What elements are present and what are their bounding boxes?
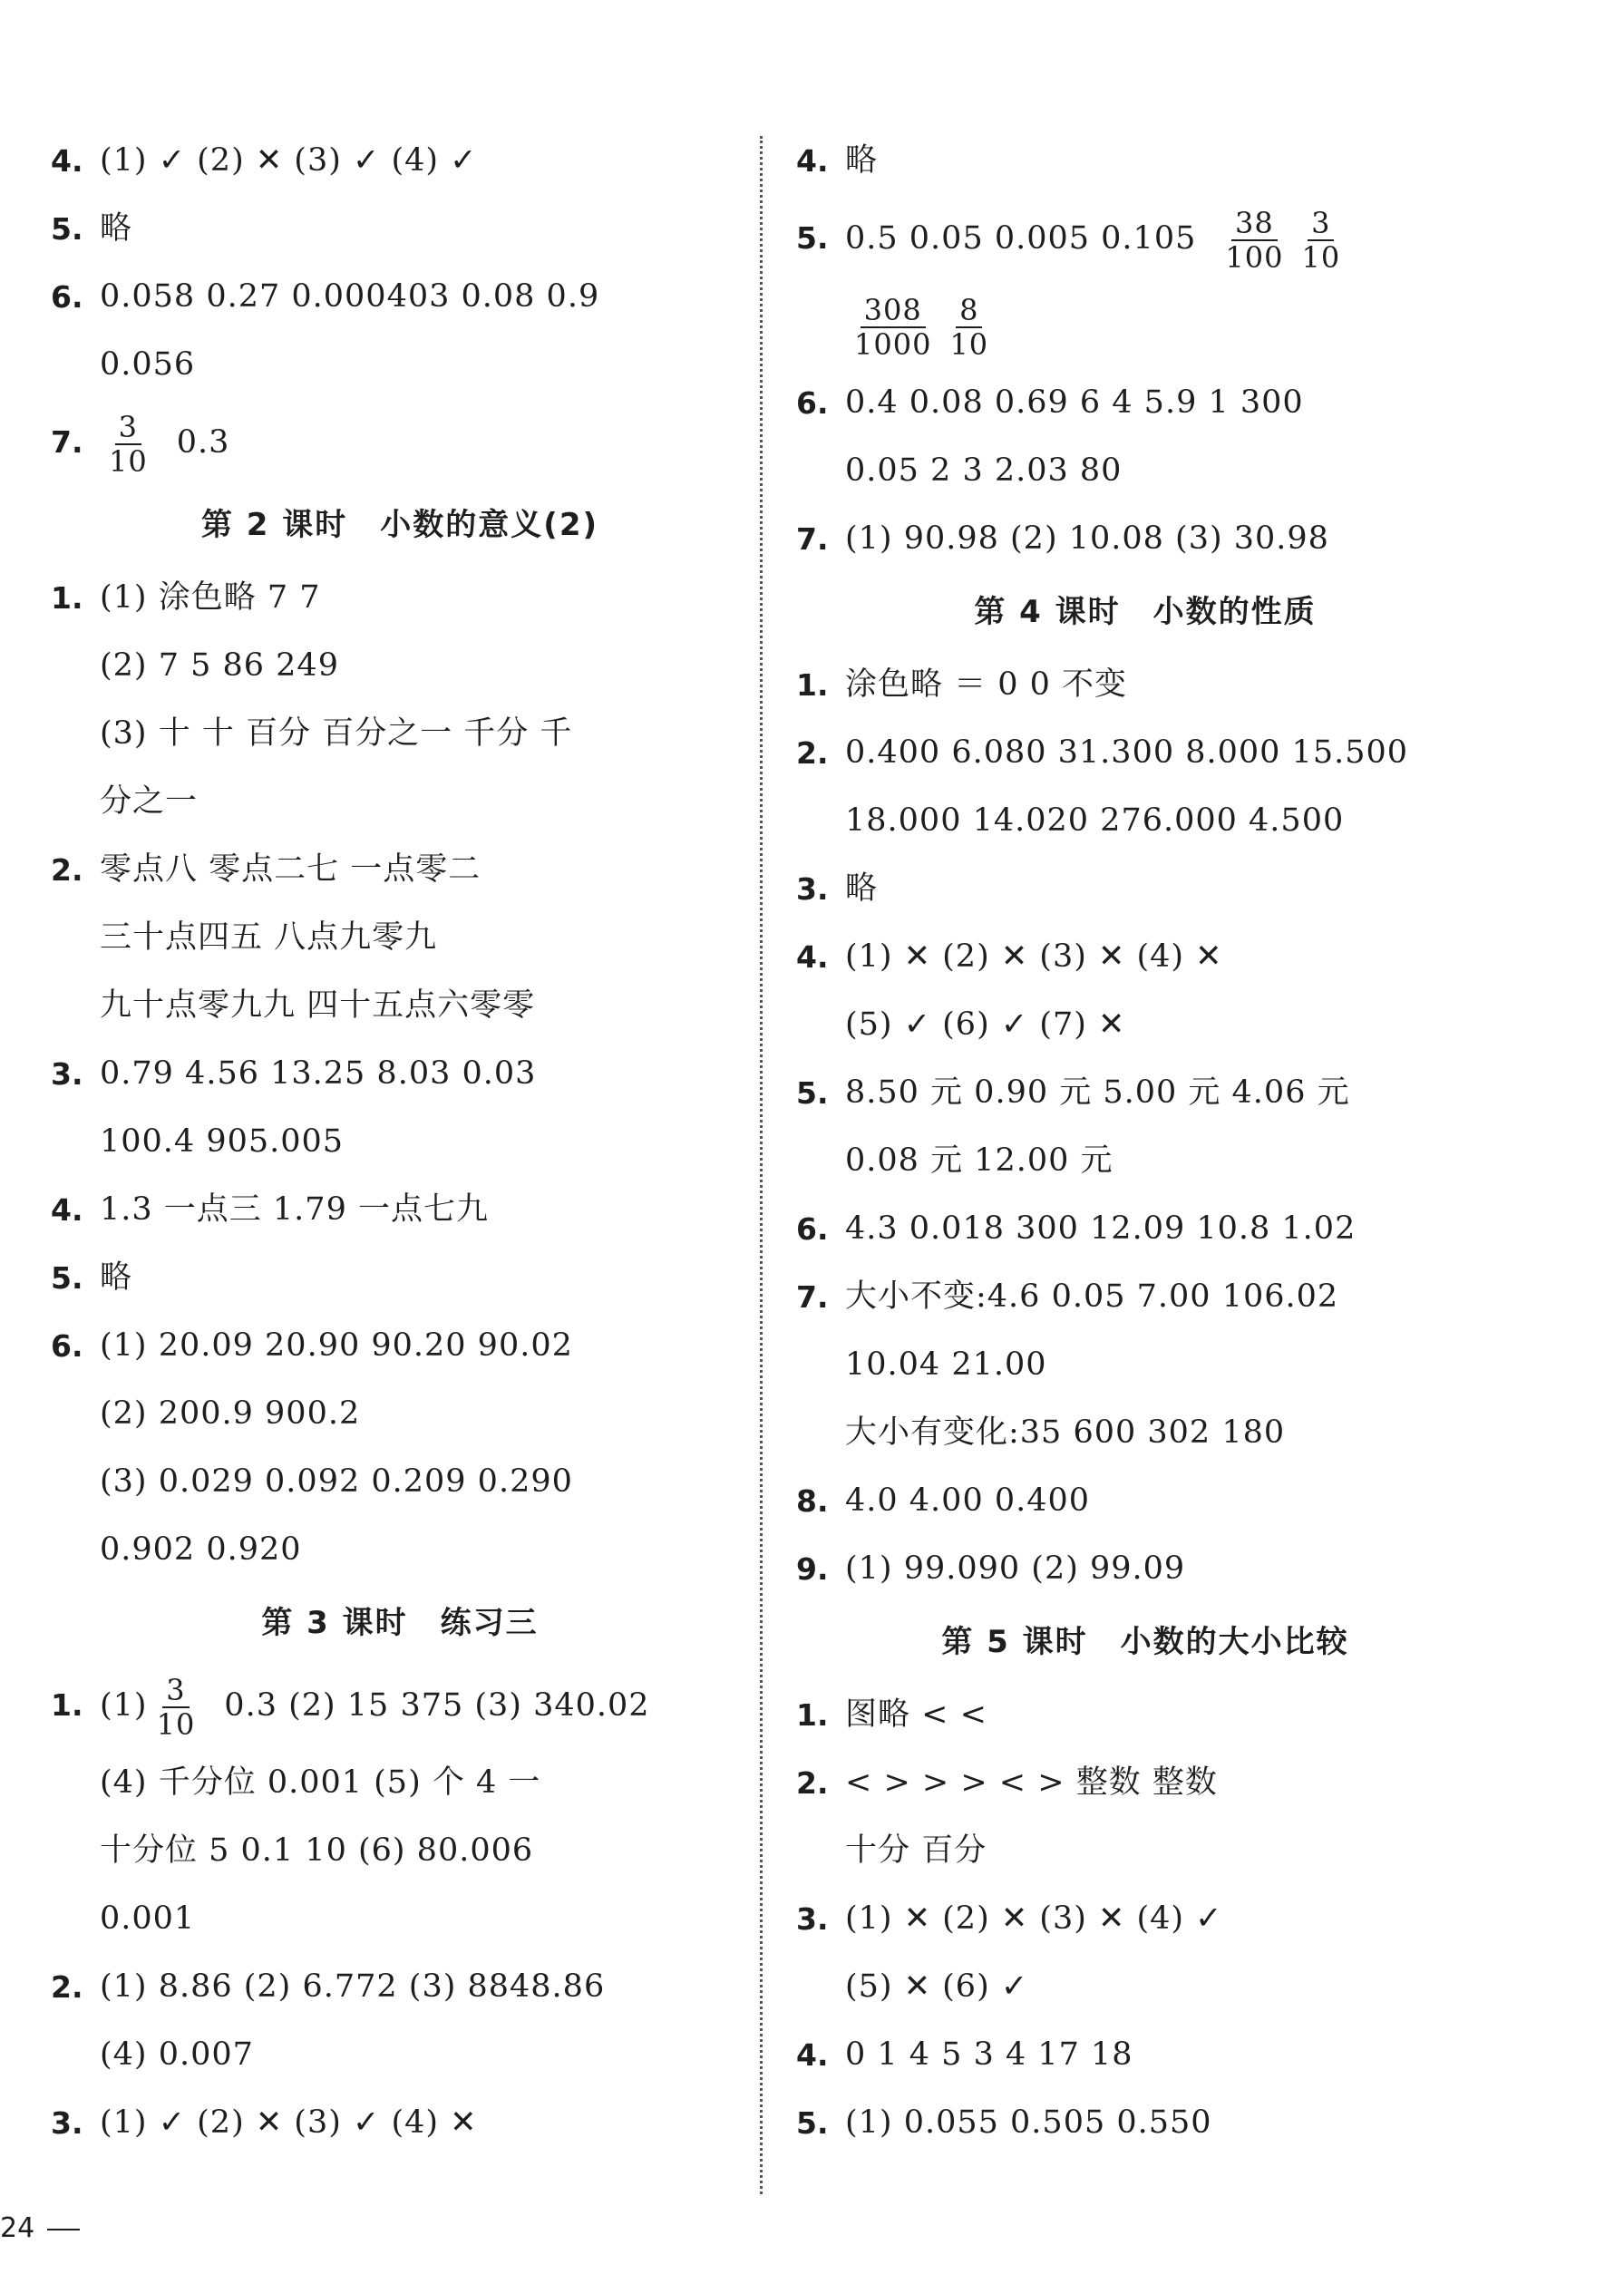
answer-line xyxy=(51,972,749,1040)
answer-text: (1) 涂色略 7 7 xyxy=(100,579,321,616)
answer-text: 0.05 2 3 2.03 80 xyxy=(845,452,1123,489)
answer-line xyxy=(796,1399,1494,1467)
item-number: 7. xyxy=(796,521,829,557)
answer-line xyxy=(796,719,1494,787)
answer-text: (4) 千分位 0.001 (5) 个 4 一 xyxy=(100,1764,541,1801)
item-number: 3. xyxy=(796,1901,829,1937)
answer-line xyxy=(51,904,749,972)
answer-text: (1) 90.98 (2) 10.08 (3) 30.98 xyxy=(845,520,1329,557)
fraction: $\frac{3}{10}$ xyxy=(156,1672,196,1742)
answer-text: (2) 200.9 900.2 xyxy=(100,1395,361,1432)
answer-text: (3) 十 十 百分 百分之一 千分 千 xyxy=(100,715,573,752)
answer-line xyxy=(796,282,1494,369)
answer-line xyxy=(51,1817,749,1885)
item-number: 5. xyxy=(796,2105,829,2141)
answer-line xyxy=(51,1040,749,1108)
item-number: 5. xyxy=(51,211,83,247)
fraction: $\frac{308}{1000}$ xyxy=(854,292,932,362)
item-number: 2. xyxy=(796,735,829,771)
item-number: 4. xyxy=(51,143,83,179)
answer-line xyxy=(796,787,1494,855)
answer-text: 0.5 0.05 0.005 0.105 $\frac{38}{100}$ $\frac{3}{10}$ xyxy=(845,195,1349,282)
left-column xyxy=(51,127,749,2157)
answer-line xyxy=(796,195,1494,282)
answer-text: (1) 8.86 (2) 6.772 (3) 8848.86 xyxy=(100,1968,606,2005)
item-number: 6. xyxy=(796,385,829,421)
answer-text: 零点八 零点二七 一点零二 xyxy=(100,851,481,888)
answer-line xyxy=(51,768,749,836)
answer-text: 0.400 6.080 31.300 8.000 15.500 xyxy=(845,734,1409,771)
answer-text: (1) ✕ (2) ✕ (3) ✕ (4) ✕ xyxy=(845,938,1223,975)
item-number: 5. xyxy=(796,220,829,256)
item-number: 3. xyxy=(51,2105,83,2141)
answer-line xyxy=(51,836,749,904)
answer-text: 0.902 0.920 xyxy=(100,1531,302,1568)
right-column xyxy=(796,127,1494,2157)
answer-text: 十分位 5 0.1 10 (6) 80.006 xyxy=(100,1832,534,1869)
answer-text: 三十点四五 八点九零九 xyxy=(100,919,438,956)
answer-text: 略 xyxy=(845,142,879,179)
answer-text: 100.4 905.005 xyxy=(100,1123,345,1160)
answer-line xyxy=(796,1681,1494,1749)
answer-line xyxy=(51,1953,749,2021)
answer-line xyxy=(796,127,1494,195)
item-number: 4. xyxy=(796,2037,829,2073)
answer-text: 大小不变:4.6 0.05 7.00 106.02 xyxy=(845,1278,1339,1315)
item-number: 3. xyxy=(796,871,829,907)
answer-line xyxy=(796,1195,1494,1263)
answer-text: 大小有变化:35 600 302 180 xyxy=(845,1414,1286,1451)
item-number: 9. xyxy=(796,1551,829,1587)
answer-text: (2) 7 5 86 249 xyxy=(100,647,339,684)
fraction: $\frac{38}{100}$ xyxy=(1225,205,1284,275)
item-number: 5. xyxy=(796,1075,829,1111)
answer-text: (1) ✕ (2) ✕ (3) ✕ (4) ✓ xyxy=(845,1900,1223,1937)
answer-line xyxy=(796,1059,1494,1127)
answer-line xyxy=(51,1176,749,1244)
answer-line xyxy=(51,1885,749,1953)
item-number: 4. xyxy=(796,143,829,179)
answer-text: 0 1 4 5 3 4 17 18 xyxy=(845,2036,1133,2073)
item-number: 1. xyxy=(796,667,829,703)
answer-line xyxy=(796,1885,1494,1953)
answer-line xyxy=(796,1953,1494,2021)
item-number: 4. xyxy=(51,1192,83,1228)
answer-text: 4.3 0.018 300 12.09 10.8 1.02 xyxy=(845,1210,1357,1247)
answer-line xyxy=(51,127,749,195)
item-number: 2. xyxy=(51,852,83,888)
answer-text: 0.79 4.56 13.25 8.03 0.03 xyxy=(100,1055,537,1092)
answer-line xyxy=(51,263,749,331)
answer-text: (5) ✓ (6) ✓ (7) ✕ xyxy=(845,1006,1126,1043)
answer-text: 18.000 14.020 276.000 4.500 xyxy=(845,802,1345,839)
answer-line xyxy=(796,505,1494,573)
answer-text: 0.001 xyxy=(100,1900,196,1937)
answer-line xyxy=(51,1448,749,1516)
section-heading: 第 3 课时 练习三 xyxy=(261,1605,539,1641)
answer-text: (3) 0.029 0.092 0.209 0.290 xyxy=(100,1463,573,1500)
answer-line xyxy=(51,2089,749,2157)
answer-text: (1) $\frac{3}{10}$ 0.3 (2) 15 375 (3) 340.02 xyxy=(100,1672,650,1742)
answer-text: 图略 < < xyxy=(845,1696,987,1733)
answer-text: 0.058 0.27 0.000403 0.08 0.9 xyxy=(100,278,600,315)
answer-line xyxy=(796,1817,1494,1885)
answer-text: 分之一 xyxy=(100,783,199,820)
answer-text: (5) ✕ (6) ✓ xyxy=(845,1968,1029,2005)
answer-line xyxy=(51,399,749,486)
fraction: $\frac{8}{10}$ xyxy=(949,292,989,362)
item-number: 6. xyxy=(51,279,83,315)
column-divider xyxy=(760,136,763,2194)
answer-text: (1) 20.09 20.90 90.20 90.02 xyxy=(100,1327,573,1364)
answer-line xyxy=(796,1535,1494,1603)
item-number: 7. xyxy=(796,1279,829,1315)
item-number: 8. xyxy=(796,1483,829,1519)
answer-text: 0.4 0.08 0.69 6 4 5.9 1 300 xyxy=(845,384,1304,421)
answer-line xyxy=(51,1244,749,1312)
answer-text: 1.3 一点三 1.79 一点七九 xyxy=(100,1191,489,1228)
answer-line xyxy=(796,923,1494,991)
answer-line xyxy=(51,1380,749,1448)
answer-line xyxy=(51,1108,749,1176)
item-number: 1. xyxy=(51,580,83,616)
item-number: 3. xyxy=(51,1056,83,1092)
answer-line xyxy=(51,2021,749,2089)
item-number: 2. xyxy=(796,1765,829,1801)
answer-line xyxy=(796,855,1494,923)
answer-line xyxy=(796,1467,1494,1535)
answer-text: 涂色略 ＝ 0 0 不变 xyxy=(845,666,1128,703)
item-number: 1. xyxy=(796,1697,829,1733)
item-number: 1. xyxy=(51,1687,83,1723)
answer-text: (1) 0.055 0.505 0.550 xyxy=(845,2104,1212,2141)
answer-text: 0.056 xyxy=(100,346,196,383)
answer-line xyxy=(51,1516,749,1584)
item-number: 6. xyxy=(51,1328,83,1364)
answer-line xyxy=(796,1331,1494,1399)
fraction: $\frac{3}{10}$ xyxy=(109,409,148,479)
answer-text: 略 xyxy=(100,210,133,247)
page-number: 24 xyxy=(0,2212,80,2244)
answer-text: (1) ✓ (2) ✕ (3) ✓ (4) ✕ xyxy=(100,2104,478,2141)
fraction: $\frac{3}{10}$ xyxy=(1301,205,1341,275)
answer-text: < > > > < > 整数 整数 xyxy=(845,1764,1218,1801)
answer-text: 略 xyxy=(845,870,879,907)
answer-text: 0.08 元 12.00 元 xyxy=(845,1142,1113,1179)
section-heading: 第 4 课时 小数的性质 xyxy=(974,594,1317,630)
answer-text: 十分 百分 xyxy=(845,1832,987,1869)
answer-line xyxy=(51,564,749,632)
answer-line xyxy=(796,2021,1494,2089)
answer-line xyxy=(51,1749,749,1817)
item-number: 4. xyxy=(796,939,829,975)
answer-text: 略 xyxy=(100,1259,133,1296)
answer-line xyxy=(796,437,1494,505)
section-heading: 第 5 课时 小数的大小比较 xyxy=(941,1624,1349,1660)
answer-line xyxy=(51,331,749,399)
answer-line xyxy=(51,700,749,768)
answer-text xyxy=(845,282,997,369)
answer-line xyxy=(51,1312,749,1380)
answer-text: 九十点零九九 四十五点六零零 xyxy=(100,987,536,1024)
item-number: 7. xyxy=(51,424,83,460)
answer-text: (1) 99.090 (2) 99.09 xyxy=(845,1550,1186,1587)
section-heading: 第 2 课时 小数的意义(2) xyxy=(200,507,599,543)
item-number: 6. xyxy=(796,1211,829,1247)
answer-line xyxy=(796,369,1494,437)
answer-line xyxy=(796,2089,1494,2157)
item-number: 5. xyxy=(51,1260,83,1296)
answer-text: (1) ✓ (2) ✕ (3) ✓ (4) ✓ xyxy=(100,142,478,179)
answer-text: $\frac{3}{10}$ 0.3 xyxy=(100,399,229,486)
answer-line xyxy=(51,1662,749,1749)
answer-line xyxy=(51,195,749,263)
item-number: 2. xyxy=(51,1969,83,2005)
answer-line xyxy=(796,1127,1494,1195)
answer-text: 8.50 元 0.90 元 5.00 元 4.06 元 xyxy=(845,1074,1350,1111)
answer-line xyxy=(796,1749,1494,1817)
answer-text: 10.04 21.00 xyxy=(845,1346,1047,1383)
answer-line xyxy=(796,1263,1494,1331)
answer-text: (4) 0.007 xyxy=(100,2036,254,2073)
answer-line xyxy=(796,991,1494,1059)
answer-line xyxy=(796,651,1494,719)
answer-text: 4.0 4.00 0.400 xyxy=(845,1482,1091,1519)
answer-line xyxy=(51,632,749,700)
